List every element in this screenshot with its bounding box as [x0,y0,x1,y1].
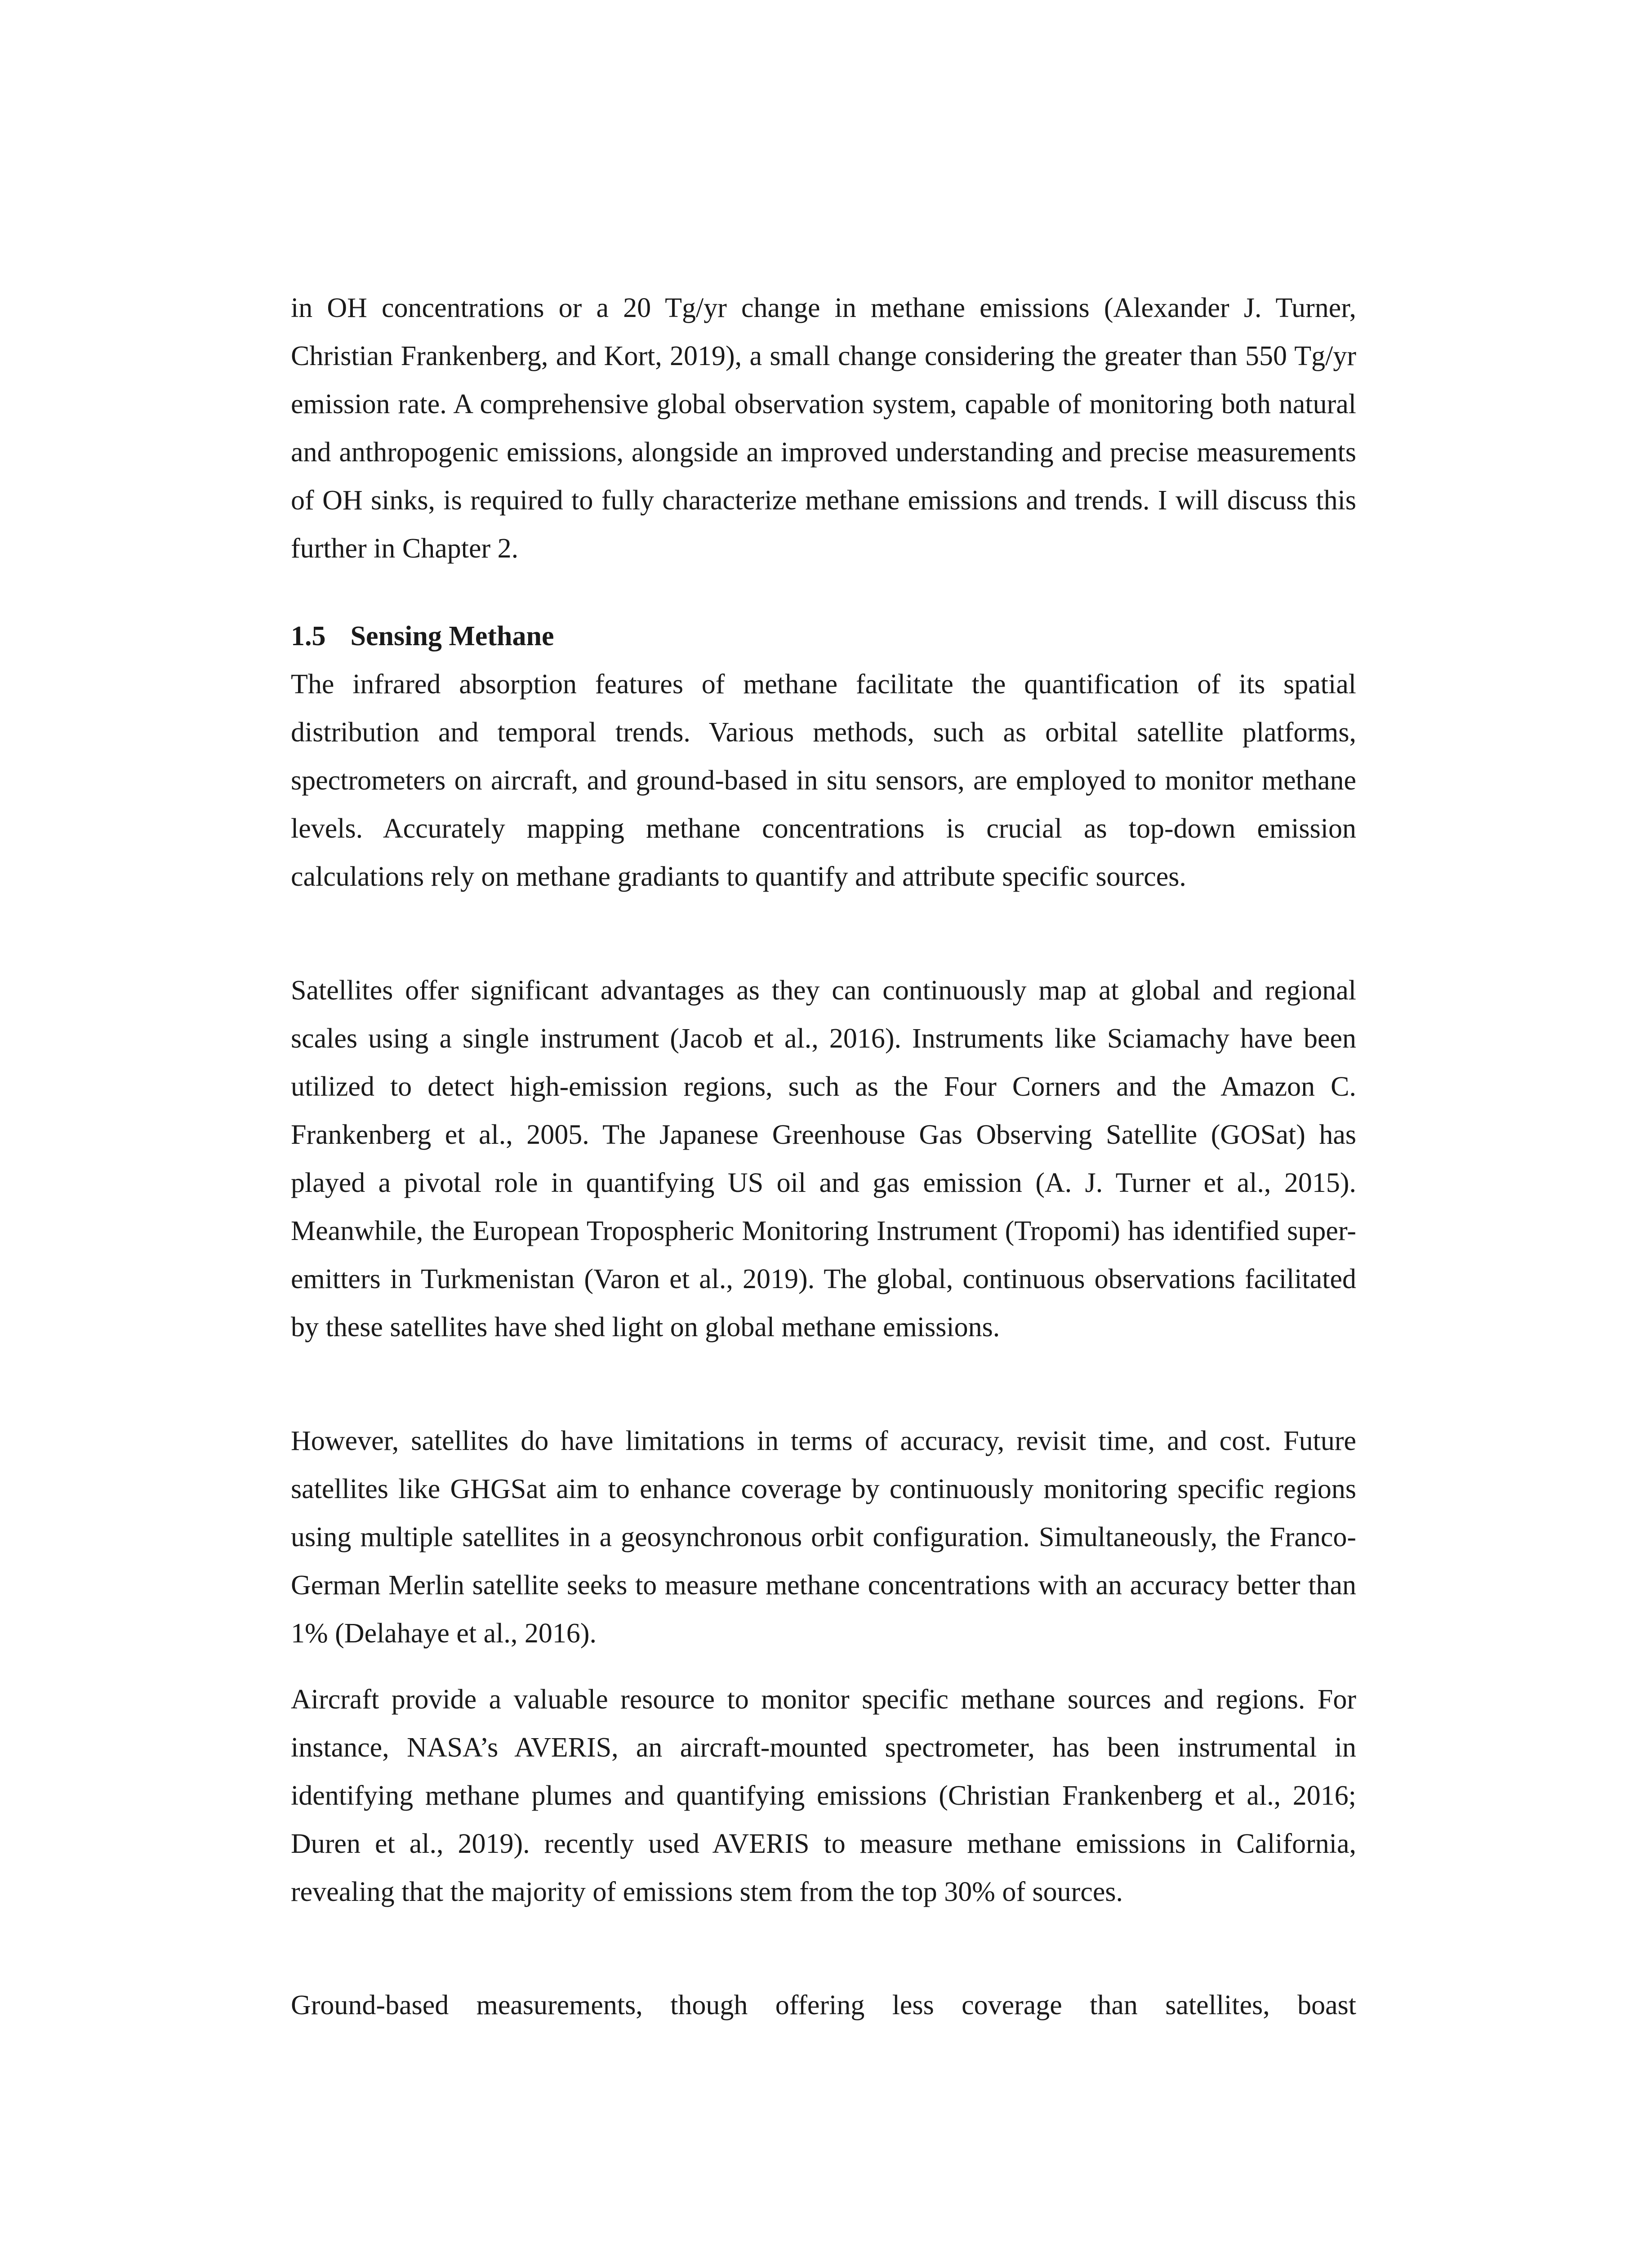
section-number: 1.5 [291,621,326,651]
paragraph-satellites: Satellites offer significant advantages as they can continuously map at global and regional scales using a single instrument (Jacob et al., 2016). Instruments like Sciamachy have been utilized to detect high-emission regions, such as the Four Corners and the Amazon C. Frankenberg et al., 2005. The Japanese Greenhouse Gas Observing Satellite (GOSat) has played a pivotal role in quantifying US oil and gas emission (A. J. Turner et al., 2015). Meanwhile, the European Tropospheric Monitoring Instrument (Tropomi) has identified super-emitters in Turkmenistan (Varon et al., 2019). The global, continuous observations facilitated by these satellites have shed light on global methane emissions. [291,975,1356,1343]
section-title: Sensing Methane [350,621,554,651]
paragraph-ground-based: Ground-based measurements, though offering less coverage than satellites, boast [291,1990,1356,2021]
paragraph-sensing-methane: The infrared absorption features of methane facilitate the quantification of its spatial distribution and temporal trends. Various methods, such as orbital satellite platforms, spectrometers on aircraft, and ground-based in situ sensors, are employed to monitor methane levels. Accurately mapping methane concentrations is crucial as top-down emission calculations rely on methane gradiants to quantify and attribute specific sources. [291,669,1356,892]
paragraph-aircraft: Aircraft provide a valuable resource to monitor specific methane sources and regions. For instance, NASA’s AVERIS, an aircraft-mounted spectrometer, has been instrumental in identifying methane plumes and quantifying emissions (Christian Frankenberg et al., 2016; Duren et al., 2019). recently used AVERIS to measure methane emissions in California, revealing that the majority of emissions stem from the top 30% of sources. [291,1684,1356,1907]
paragraph-intro: in OH concentrations or a 20 Tg/yr change in methane emissions (Alexander J. Turner, Christian Frankenberg, and Kort, 2019), a small change considering the greater than 550 Tg/yr emission rate. A comprehensive global observation system, capable of monitoring both natural and anthropogenic emissions, alongside an improved understanding and precise measurements of OH sinks, is required to fully characterize methane emissions and trends. I will discuss this further in Chapter 2. [291,293,1356,564]
paragraph-satellite-limitations: However, satellites do have limitations in terms of accuracy, revisit time, and cost. Future satellites like GHGSat aim to enhance coverage by continuously monitoring specific regions using multiple satellites in a geosynchronous orbit configuration. Simultaneously, the Franco-German Merlin satellite seeks to measure methane concentrations with an accuracy better than 1% (Delahaye et al., 2016). [291,1426,1356,1649]
section-heading [291,612,554,660]
